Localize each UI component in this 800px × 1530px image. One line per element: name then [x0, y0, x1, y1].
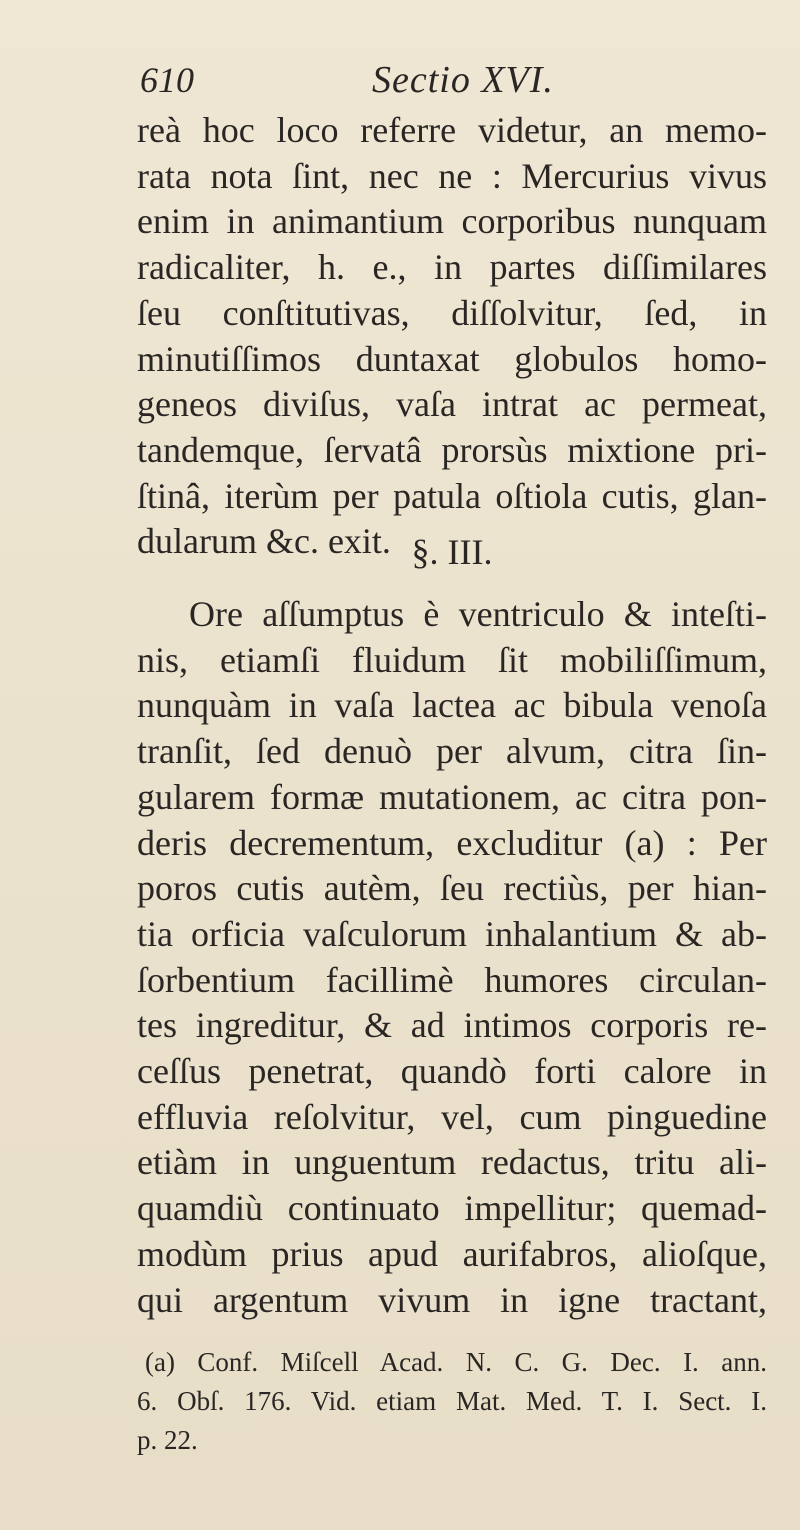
- text-line: Ore aſſumptus è ventriculo & inteſti-: [189, 594, 767, 634]
- text-line: nis, etiamſi fluidum ſit mobiliſſimum,: [137, 639, 767, 680]
- paragraph-continued: [137, 108, 767, 565]
- running-head: Sectio XVI.: [372, 59, 554, 101]
- text-line: ſeu conſtitutivas, diſſolvitur, ſed, in: [137, 292, 767, 333]
- footnote-line: (a) Conf. Miſcell Acad. N. C. G. Dec. I. ann.: [145, 1347, 767, 1377]
- text-line: tes ingreditur, & ad intimos corporis re-: [137, 1005, 767, 1046]
- text-line: poros cutis autèm, ſeu rectiùs, per hian-: [137, 868, 767, 909]
- page-header: [140, 55, 760, 105]
- text-line: tandemque, ſervatâ prorsùs mixtione pri-: [137, 429, 767, 470]
- text-line: deris decrementum, excluditur (a) : Per: [137, 822, 767, 863]
- text-line: minutiſſimos duntaxat globulos homo-: [137, 338, 767, 379]
- text-line: qui argentum vivum in igne tractant,: [137, 1279, 767, 1320]
- text-line: ſtinâ, iterùm per patula oſtiola cutis, glan-: [137, 475, 767, 516]
- text-line: tia orficia vaſculorum inhalantium & ab-: [137, 913, 767, 954]
- text-line: etiàm in unguentum redactus, tritu ali-: [137, 1142, 767, 1183]
- text-line: tranſit, ſed denuò per alvum, citra ſin-: [137, 731, 767, 772]
- section-heading: §. III.: [411, 532, 493, 572]
- text-line: gularem formæ mutationem, ac citra pon-: [137, 776, 767, 817]
- text-line: nunquàm in vaſa lactea ac bibula venoſa: [137, 685, 767, 726]
- text-line: radicaliter, h. e., in partes diſſimilares: [137, 247, 767, 288]
- text-line: ſorbentium facillimè humores circulan-: [137, 959, 767, 1000]
- page-number: 610: [140, 60, 194, 100]
- text-line: dularum &c. exit.: [137, 521, 391, 562]
- text-line: reà hoc loco referre videtur, an memo-: [137, 110, 767, 150]
- footnote-line: 6. Obſ. 176. Vid. etiam Mat. Med. T. I. Sect. I.: [137, 1386, 767, 1416]
- text-line: rata nota ſint, nec ne : Mercurius vivus: [137, 155, 767, 196]
- text-line: geneos diviſus, vaſa intrat ac permeat,: [137, 384, 767, 425]
- text-line: ceſſus penetrat, quandò forti calore in: [137, 1051, 767, 1092]
- paragraph-section-3: [137, 592, 767, 1323]
- text-line: enim in animantium corporibus nunquam: [137, 201, 767, 242]
- text-line: modùm prius apud aurifabros, alioſque,: [137, 1233, 767, 1274]
- text-line: quamdiù continuato impellitur; quemad-: [137, 1188, 767, 1229]
- text-line: effluvia reſolvitur, vel, cum pinguedine: [137, 1096, 767, 1137]
- footnote-line: p. 22.: [137, 1425, 198, 1455]
- footnote: [137, 1343, 767, 1460]
